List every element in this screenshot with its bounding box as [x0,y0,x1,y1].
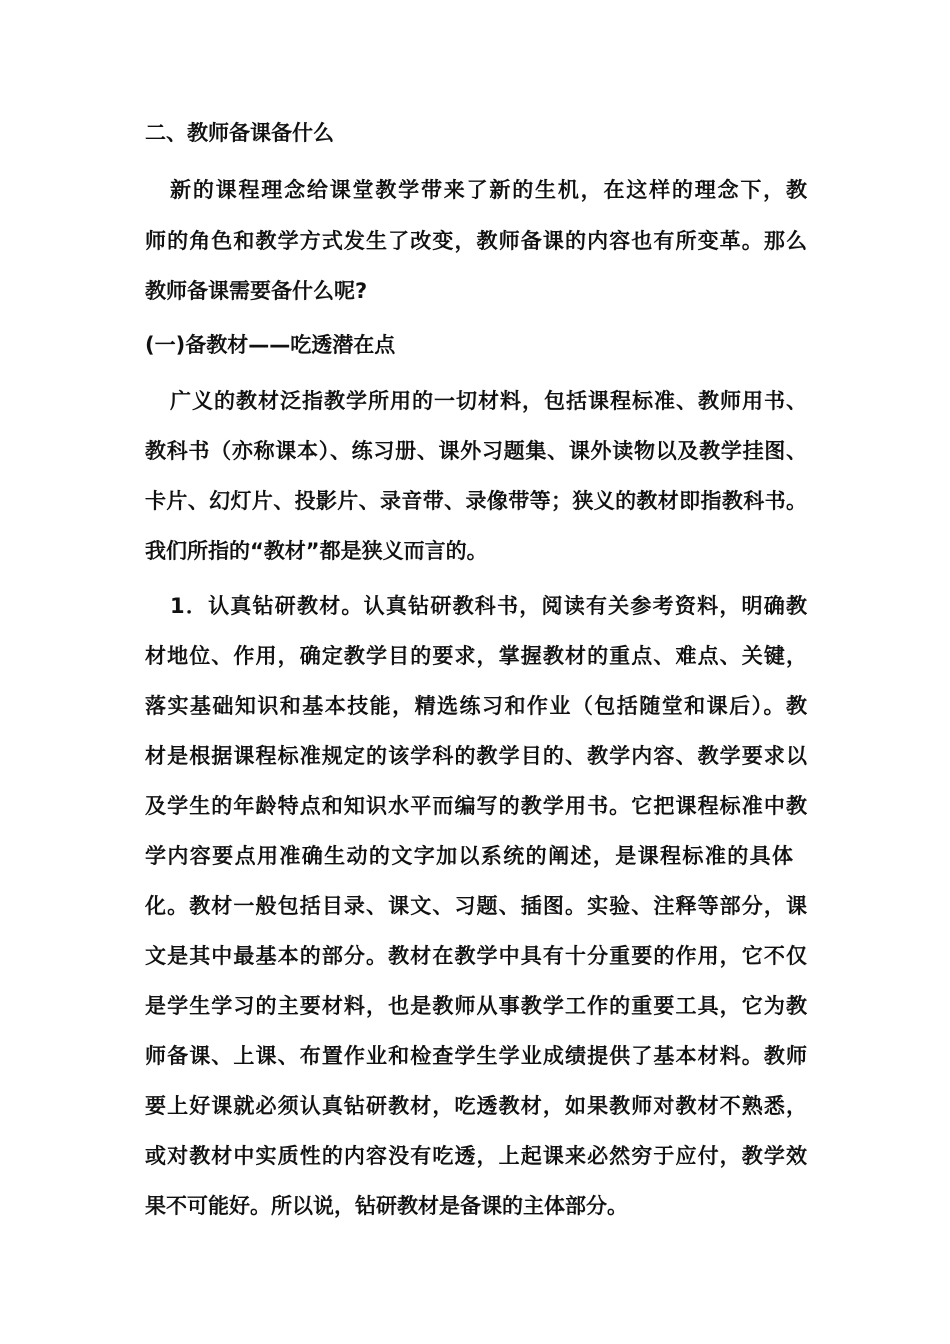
paragraph-line: 材地位、作用，确定教学目的要求，掌握教材的重点、难点、关键， [145,644,807,668]
paragraph-line: 是学生学习的主要材料，也是教师从事教学工作的重要工具，它为教 [145,994,807,1018]
paragraph-line: 教科书（亦称课本）、练习册、课外习题集、课外读物以及教学挂图、 [145,439,807,463]
paragraph-line: 广义的教材泛指教学所用的一切材料，包括课程标准、教师用书、 [170,389,807,413]
paragraph-line: 教师备课需要备什么呢? [145,279,368,303]
paragraph-line: 学内容要点用准确生动的文字加以系统的阐述，是课程标准的具体 [145,844,793,868]
paragraph-line: 要上好课就必须认真钻研教材，吃透教材，如果教师对教材不熟悉， [145,1094,807,1118]
section-heading: 二、教师备课备什么 [145,121,334,145]
paragraph-line: 我们所指的“教材”都是狭义而言的。 [145,539,488,563]
paragraph-line: 师备课、上课、布置作业和检查学生学业成绩提供了基本材料。教师 [145,1044,807,1068]
paragraph-line: 材是根据课程标准规定的该学科的教学目的、教学内容、教学要求以 [145,744,807,768]
paragraph-line: 文是其中最基本的部分。教材在教学中具有十分重要的作用，它不仅 [145,944,807,968]
paragraph-line: 新的课程理念给课堂教学带来了新的生机，在这样的理念下，教 [170,178,807,202]
paragraph-line: 师的角色和教学方式发生了改变，教师备课的内容也有所变革。那么 [145,229,807,253]
paragraph-line: 或对教材中实质性的内容没有吃透，上起课来必然穷于应付，教学效 [145,1144,807,1168]
paragraph-line: 化。教材一般包括目录、课文、习题、插图。实验、注释等部分，课 [145,894,807,918]
paragraph-line: 卡片、幻灯片、投影片、录音带、录像带等；狭义的教材即指教科书。 [145,489,807,513]
paragraph-line: 落实基础知识和基本技能，精选练习和作业（包括随堂和课后）。教 [145,694,807,718]
paragraph-line: 1．认真钻研教材。认真钻研教科书，阅读有关参考资料，明确教 [170,594,807,618]
paragraph-line: 及学生的年龄特点和知识水平而编写的教学用书。它把课程标准中教 [145,794,807,818]
subheading: (一)备教材——吃透潜在点 [145,333,396,357]
paragraph-line: 果不可能好。所以说，钻研教材是备课的主体部分。 [145,1194,628,1218]
